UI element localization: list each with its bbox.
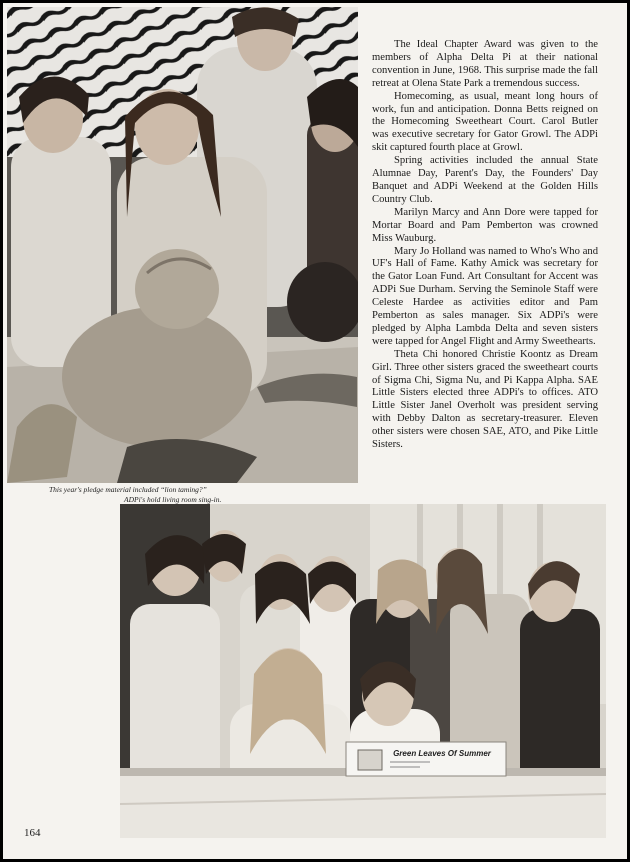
sheet-music-title: Green Leaves Of Summer — [393, 749, 491, 758]
yearbook-page — [3, 3, 627, 859]
bottom-photo-caption: ADPi's hold living room sing-in. — [124, 495, 222, 504]
article-paragraph: Spring activities included the annual State Alumnae Day, Parent's Day, the Founders' Day Banquet and ADPi Weekend at the Golden Hills Country Club. — [372, 155, 598, 205]
article-paragraph: Mary Jo Holland was named to Who's Who and UF's Hall of Fame. Kathy Amick was secretary for the Gator Loan Fund. Art Consultant for Accent was ADPi Sue Durham. Serving the Seminole Staff were Celeste Hardee as activities editor and Pam Pemberton as sales manager. Six ADPi's were pledged by Alpha Lambda Delta and seven sisters were tapped for Angel Flight and Army Sweethearts. — [372, 245, 598, 347]
article-paragraph: Marilyn Marcy and Ann Dore were tapped for Mortar Board and Pam Pemberton was crowned Miss Wauburg. — [372, 206, 598, 244]
chapter-article — [372, 39, 598, 452]
article-paragraph: Theta Chi honored Christie Koontz as Dream Girl. Three other sisters graced the sweetheart courts of Sigma Chi, Sigma Nu, and Pi Kappa Alpha. SAE Little Sisters elected three ADPi's to offices. ATO Little Sister Janel Overholt was president serving with Debby Dalton as secretary-treasurer. Eleven other sisters were chosen SAE, ATO, and Pike Little Sisters. — [372, 348, 598, 451]
article-paragraph: The Ideal Chapter Award was given to the members of Alpha Delta Pi at their national convention in June, 1968. This surprise made the fall retreat at Olena State Park a tremendous success. — [372, 39, 598, 89]
article-paragraph: Homecoming, as usual, meant long hours of work, fun and anticipation. Donna Betts reigned on the Homecoming Sweetheart Court. Carol Butler was executive secretary for Gator Growl. The ADPi skit captured fourth place at Growl. — [372, 90, 598, 154]
page-number: 164 — [24, 827, 41, 839]
pledge-lion-photo — [7, 7, 358, 483]
sing-in-photo — [120, 504, 606, 838]
top-photo-caption: This year's pledge material included “lion taming?” — [49, 485, 207, 494]
